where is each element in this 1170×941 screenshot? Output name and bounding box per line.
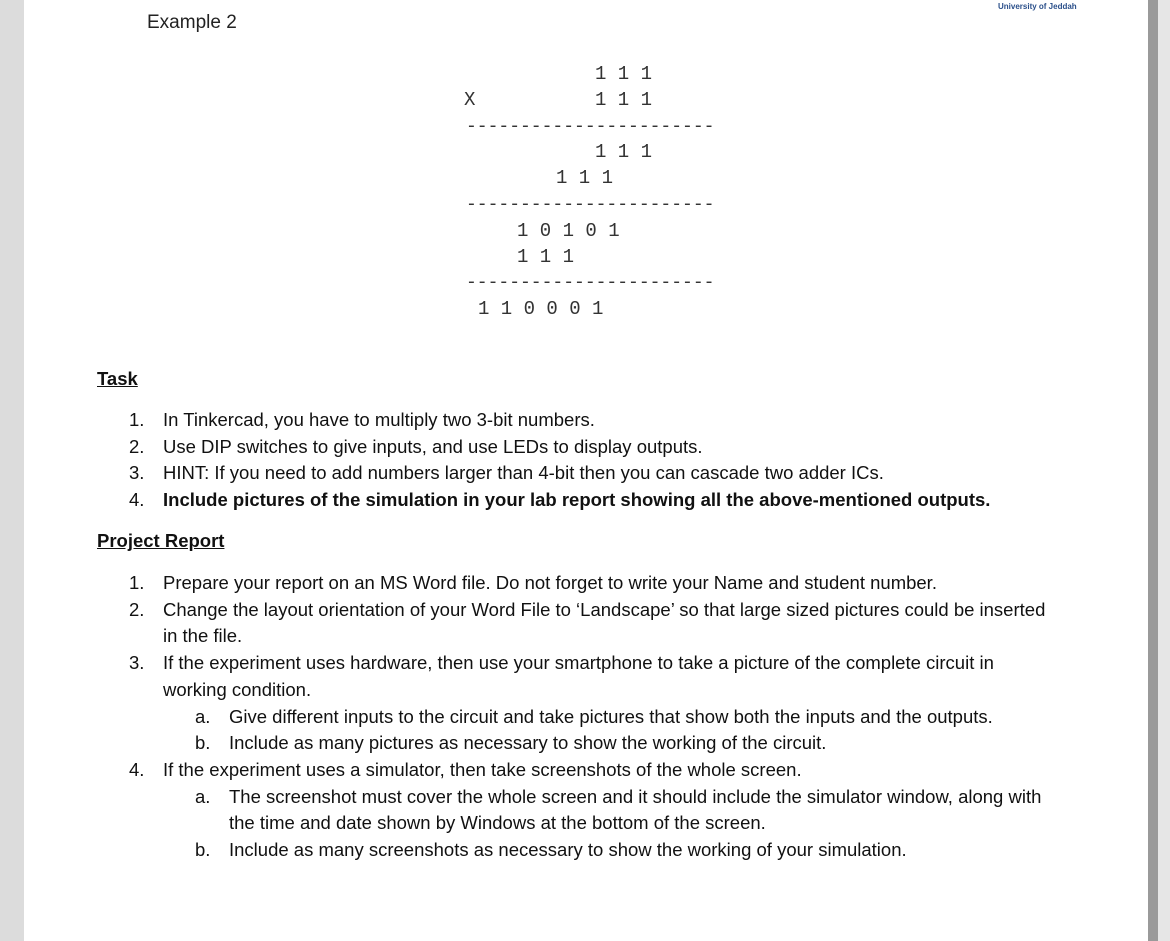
- list-text: If the experiment uses a simulator, then take screenshots of the whole screen.: [163, 758, 802, 780]
- list-text: HINT: If you need to add numbers larger than 4-bit then you can cascade two adder ICs.: [163, 462, 884, 484]
- list-text: Give different inputs to the circuit and take pictures that show both the inputs and the outputs.: [229, 705, 993, 727]
- list-number: 2.: [129, 435, 145, 457]
- list-number: 2.: [129, 598, 145, 620]
- list-text: If the experiment uses hardware, then use your smartphone to take a picture of the complete circuit in working condition.: [163, 652, 994, 700]
- multiplication-result: 1 1 0 0 0 1: [478, 298, 604, 320]
- report-list: [97, 570, 1057, 864]
- list-item: [97, 597, 1057, 650]
- list-item: [97, 460, 1097, 487]
- multiplicand: 1 1 1: [595, 63, 653, 85]
- list-item: [97, 570, 1057, 597]
- list-number: 1.: [129, 409, 145, 430]
- separator-line-2: -----------------------: [466, 195, 715, 215]
- separator-line-3: -----------------------: [466, 273, 715, 293]
- list-number: 4.: [129, 758, 145, 780]
- sub-list-item: [97, 704, 1057, 731]
- partial-product-3: 1 1 1: [517, 246, 575, 268]
- list-text: The screenshot must cover the whole screen and it should include the simulator window, along with the time and date shown by Windows at the bottom of the screen.: [229, 785, 1042, 834]
- partial-product-2: 1 1 1: [556, 167, 614, 189]
- list-item: [97, 407, 1097, 434]
- list-text: Use DIP switches to give inputs, and use LEDs to display outputs.: [163, 435, 703, 457]
- list-item: [97, 757, 1057, 784]
- list-number: 3.: [129, 462, 145, 484]
- university-logo-text: University of Jeddah: [998, 2, 1077, 11]
- sub-list-item: [97, 837, 1057, 864]
- multiplier: 1 1 1: [595, 89, 653, 111]
- sub-list-item: [97, 784, 1057, 837]
- list-letter: b.: [195, 839, 211, 861]
- list-text: Change the layout orientation of your Word File to ‘Landscape’ so that large sized pictures could be inserted in the file.: [163, 598, 1046, 647]
- task-heading: Task: [97, 368, 138, 389]
- example-title: Example 2: [147, 12, 237, 33]
- list-letter: a.: [195, 705, 211, 727]
- task-list: [97, 407, 1097, 514]
- page-edge-shadow: [1148, 0, 1158, 941]
- partial-product-1: 1 1 1: [595, 141, 653, 163]
- list-text: Prepare your report on an MS Word file. Do not forget to write your Name and student number.: [163, 572, 937, 593]
- list-item: [97, 487, 1097, 514]
- list-number: 1.: [129, 572, 145, 593]
- project-report-heading: Project Report: [97, 530, 225, 551]
- list-letter: a.: [195, 785, 211, 807]
- list-letter: b.: [195, 732, 211, 754]
- list-number: 3.: [129, 652, 145, 674]
- sub-list-item: [97, 730, 1057, 757]
- list-text: Include as many pictures as necessary to show the working of the circuit.: [229, 732, 827, 754]
- list-item: [97, 650, 1057, 703]
- intermediate-sum: 1 0 1 0 1: [517, 220, 620, 242]
- list-number: 4.: [129, 489, 145, 511]
- list-text: Include pictures of the simulation in your lab report showing all the above-mentioned outputs.: [163, 489, 991, 511]
- multiply-operator: X: [464, 89, 476, 111]
- list-text: Include as many screenshots as necessary to show the working of your simulation.: [229, 839, 907, 861]
- list-item: [97, 434, 1097, 461]
- list-text: In Tinkercad, you have to multiply two 3-bit numbers.: [163, 409, 595, 430]
- viewer-background: [1158, 0, 1170, 941]
- separator-line-1: -----------------------: [466, 117, 715, 137]
